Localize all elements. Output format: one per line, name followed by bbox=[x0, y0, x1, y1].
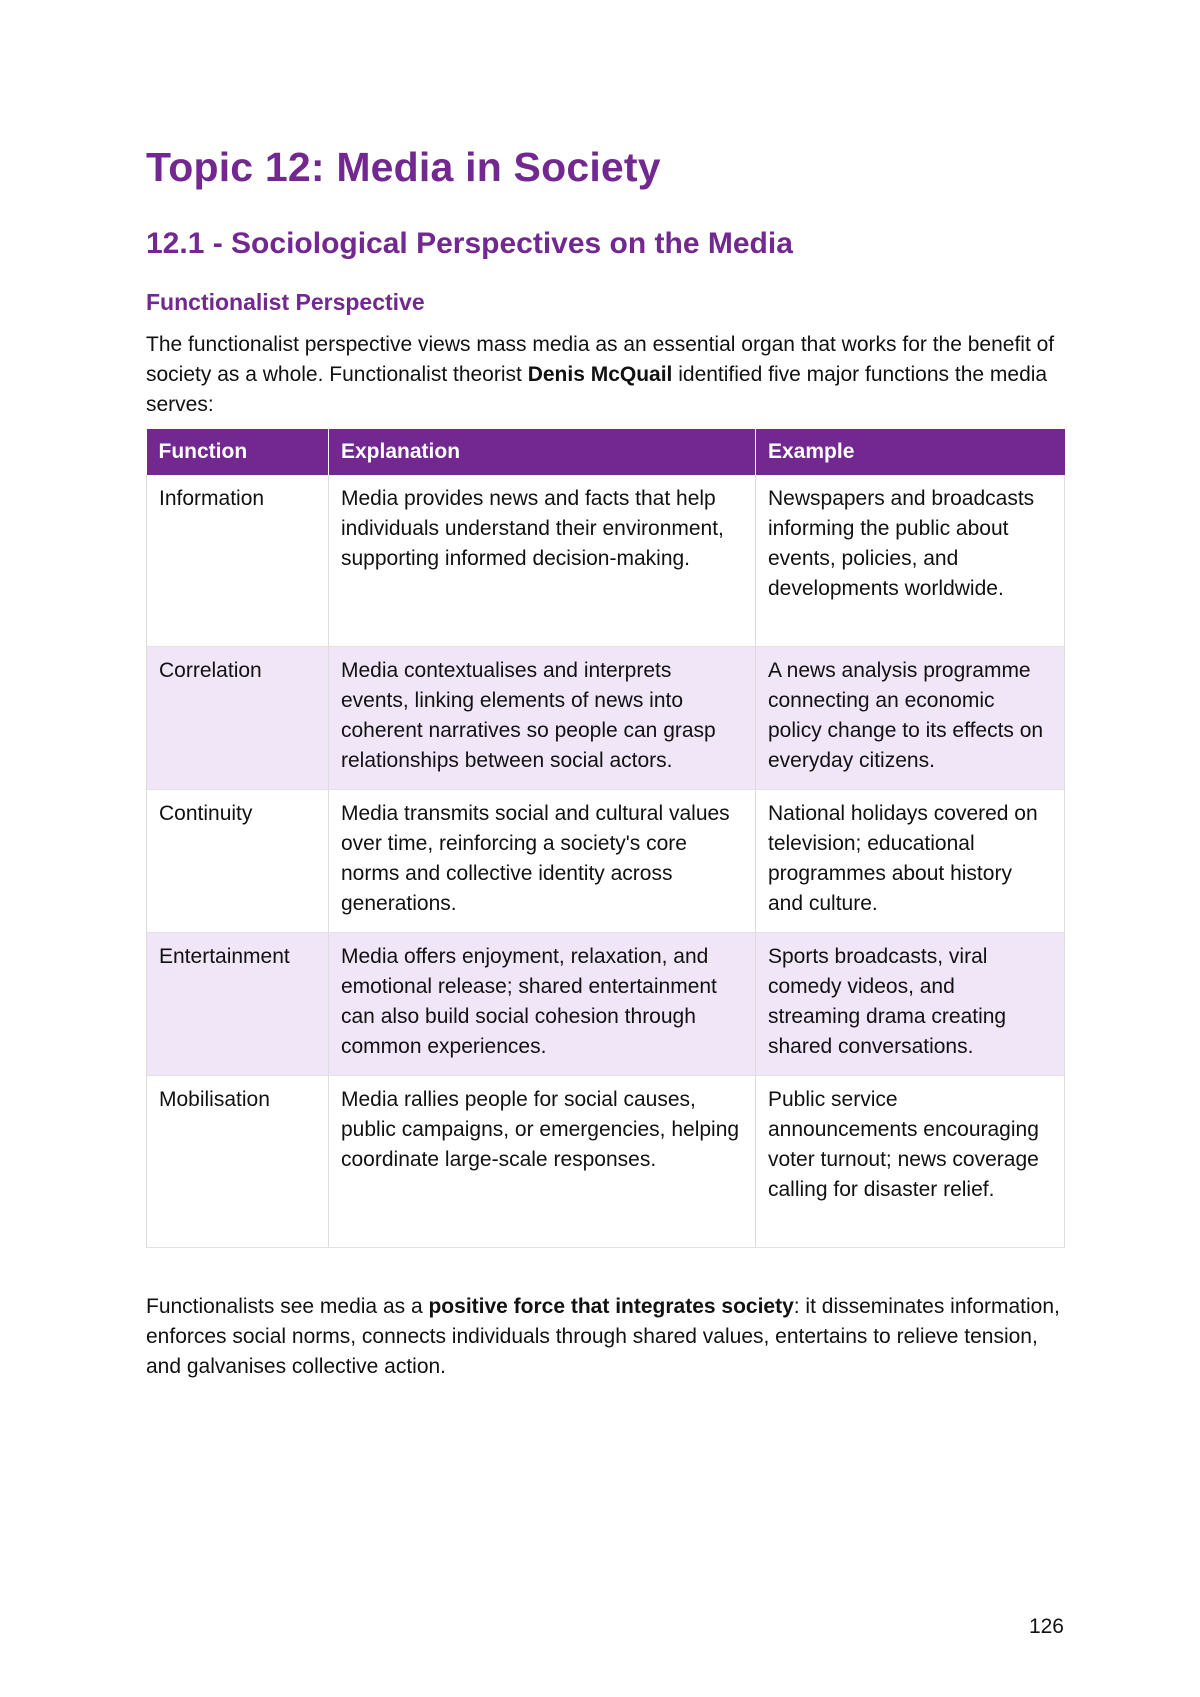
header-explanation: Explanation bbox=[329, 429, 756, 475]
conclusion-bold-phrase: positive force that integrates society bbox=[428, 1295, 794, 1318]
functions-table bbox=[146, 429, 1065, 1248]
example-cell: A news analysis programme connecting an economic policy change to its effects on everyday citizens. bbox=[756, 647, 1065, 790]
example-cell: Newspapers and broadcasts informing the public about events, policies, and developments worldwide. bbox=[756, 475, 1065, 647]
function-cell: Information bbox=[147, 475, 329, 647]
table-row bbox=[147, 475, 1065, 647]
explanation-cell: Media contextualises and interprets events, linking elements of news into coherent narratives so people can grasp relationships between social actors. bbox=[329, 647, 756, 790]
page-number: 126 bbox=[1028, 1615, 1064, 1638]
function-cell: Correlation bbox=[147, 647, 329, 790]
section-heading: 12.1 - Sociological Perspectives on the Media bbox=[146, 227, 793, 260]
explanation-cell: Media offers enjoyment, relaxation, and emotional release; shared entertainment can also build social cohesion through common experiences. bbox=[329, 933, 756, 1076]
function-cell: Mobilisation bbox=[147, 1076, 329, 1248]
table-row bbox=[147, 933, 1065, 1076]
intro-bold-name: Denis McQuail bbox=[527, 363, 673, 386]
subsection-heading: Functionalist Perspective bbox=[146, 289, 425, 315]
header-function: Function bbox=[147, 429, 329, 475]
function-cell: Continuity bbox=[147, 790, 329, 933]
table-row bbox=[147, 647, 1065, 790]
explanation-cell: Media rallies people for social causes, public campaigns, or emergencies, helping coordinate large-scale responses. bbox=[329, 1076, 756, 1248]
conclusion-text-before: Functionalists see media as a bbox=[146, 1295, 429, 1318]
intro-text-after: identified five major functions the media serves: bbox=[146, 363, 1048, 416]
table-row bbox=[147, 790, 1065, 933]
table-row bbox=[147, 1076, 1065, 1248]
example-cell: Sports broadcasts, viral comedy videos, and streaming drama creating shared conversations. bbox=[756, 933, 1065, 1076]
explanation-cell: Media transmits social and cultural values over time, reinforcing a society's core norms and collective identity across generations. bbox=[329, 790, 756, 933]
function-cell: Entertainment bbox=[147, 933, 329, 1076]
example-cell: Public service announcements encouraging voter turnout; news coverage calling for disaster relief. bbox=[756, 1076, 1065, 1248]
conclusion-text-after: : it disseminates information, enforces social norms, connects individuals through shared values, entertains to relieve tension, and galvanises collective action. bbox=[146, 1295, 1060, 1378]
page-title: Topic 12: Media in Society bbox=[146, 144, 661, 190]
header-example: Example bbox=[756, 429, 1065, 475]
intro-text-before: The functionalist perspective views mass media as an essential organ that works for the benefit of society as a whole. Functionalist theorist bbox=[146, 333, 1055, 386]
intro-paragraph bbox=[146, 330, 1064, 420]
conclusion-paragraph bbox=[146, 1292, 1064, 1382]
example-cell: National holidays covered on television; educational programmes about history and culture. bbox=[756, 790, 1065, 933]
explanation-cell: Media provides news and facts that help individuals understand their environment, supporting informed decision-making. bbox=[329, 475, 756, 647]
table-header-row bbox=[147, 429, 1065, 475]
